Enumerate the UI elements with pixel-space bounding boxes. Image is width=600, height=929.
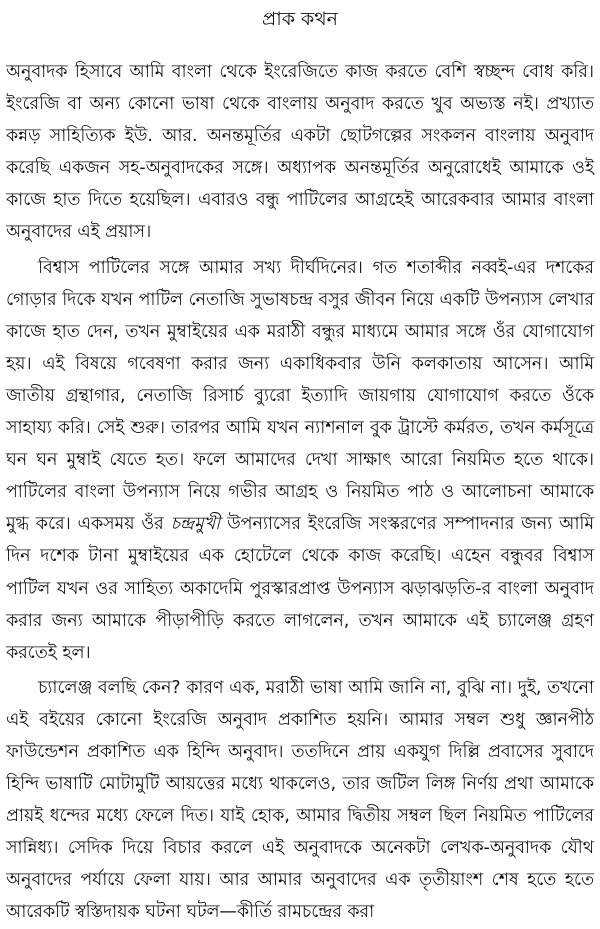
paragraph-3-text: চ্যালেঞ্জ বলছি কেন? কারণ এক, মরাঠী ভাষা আমি জানি না, বুঝি না। দুই, তখনো এই বইয়ের কোনো ইংরেজি অনুবাদ প্রকাশিত হয়নি। আমার সম্বল শুধু জ্ঞানপীঠ ফাউন্ডেশন প্রকাশিত এক হিন্দি অনুবাদ। ততদিনে প্রায় একযুগ দিল্লি প্রবাসের সুবাদে হিন্দি ভাষাটি মোটামুটি আয়ত্তের মধ্যে থাকলেও, তার জটিল লিঙ্গ নির্ণয় প্রথা আমাকে প্রায়ই ধন্দের মধ্যে ফেলে দিত। যাই হোক, আমার দ্বিতীয় সম্বল ছিল নিয়মিত পাটিলের সান্নিধ্য। সেদিক দিয়ে বিচার করলে এই অনুবাদকে অনেকটা লেখক-অনুবাদক যৌথ অনুবাদের পর্যায়ে ফেলা যায়। আর আমার অনুবাদের এক তৃতীয়াংশ শেষ হতে হতে আরেকটি স্বস্তিদায়ক ঘটনা ঘটল—কীর্তি রামচন্দ্রের করা	[6, 677, 594, 923]
paragraph-2-text-a: বিশ্বাস পাটিলের সঙ্গে আমার সখ্য দীর্ঘদিনের। গত শতাব্দীর নব্বই-এর দশকের গোড়ার দিকে যখন পাটিল নেতাজি সুভাষচন্দ্র বসুর জীবন নিয়ে একটি উপন্যাস লেখার কাজে হাত দেন, তখন মুম্বাইয়ের এক মরাঠী বন্ধুর মাধ্যমে আমার সঙ্গে ওঁর যোগাযোগ হয়। এই বিষয়ে গবেষণা করার জন্য একাধিকবার উনি কলকাতায় আসেন। আমি জাতীয় গ্রন্থাগার, নেতাজি রিসার্চ ব্যুরো ইত্যাদি জায়গায় যোগাযোগ করতে ওঁকে সাহায্য করি। সেই শুরু। তারপর আমি যখন ন্যাশনাল বুক ট্রাস্টে কর্মরত, তখন কর্মসূত্রে ঘন ঘন মুম্বাই যেতে হত। ফলে আমাদের দেখা সাক্ষাৎ আরো নিয়মিত হতে থাকে। পাটিলের বাংলা উপন্যাস নিয়ে গভীর আগ্রহ ও নিয়মিত পাঠ ও আলোচনা আমাকে মুগ্ধ করে। একসময় ওঁর	[6, 257, 594, 535]
paragraph-2-text-b: উপন্যাসের ইংরেজি সংস্করণের সম্পাদনার জন্য আমি দিন দশেক টানা মুম্বাইয়ের এক হোটেলে থেকে কাজ করেছি। এহেন বন্ধুবর বিশ্বাস পাটিল যখন ওর সাহিত্য অকাদেমি পুরস্কারপ্রাপ্ত উপন্যাস	[6, 514, 594, 599]
paragraph-1	[6, 56, 594, 249]
book-title-jhadajhadti: ঝড়াঝড়তি	[401, 578, 476, 599]
paragraph-2	[6, 252, 594, 669]
paragraph-3	[6, 672, 594, 929]
book-title-chandramukhi: চন্দ্রমুখী	[170, 514, 221, 535]
paragraph-1-text: অনুবাদক হিসাবে আমি বাংলা থেকে ইংরেজিতে কাজ করতে বেশি স্বচ্ছন্দ বোধ করি। ইংরেজি বা অন্য কোনো ভাষা থেকে বাংলায় অনুবাদ করতে খুব অভ্যস্ত নই। প্রখ্যাত কন্নড় সাহিত্যিক ইউ. আর. অনন্তমূর্তির একটা ছোটগল্পের সংকলন বাংলায় অনুবাদ করেছি একজন সহ-অনুবাদকের সঙ্গে। অধ্যাপক অনন্তমূর্তির অনুরোধেই আমাকে ওই কাজে হাত দিতে হয়েছিল। এবারও বন্ধু পাটিলের আগ্রহেই আরেকবার আমার বাংলা অনুবাদের এই প্রয়াস।	[6, 62, 594, 243]
page-title: প্রাক কথন	[262, 8, 338, 30]
paragraph-2-text-c: -র বাংলা অনুবাদ করার জন্য আমাকে পীড়াপীড়ি করতে লাগলেন, তখন আমাকে এই চ্যালেঞ্জ গ্রহণ করতেই হল।	[6, 578, 594, 663]
